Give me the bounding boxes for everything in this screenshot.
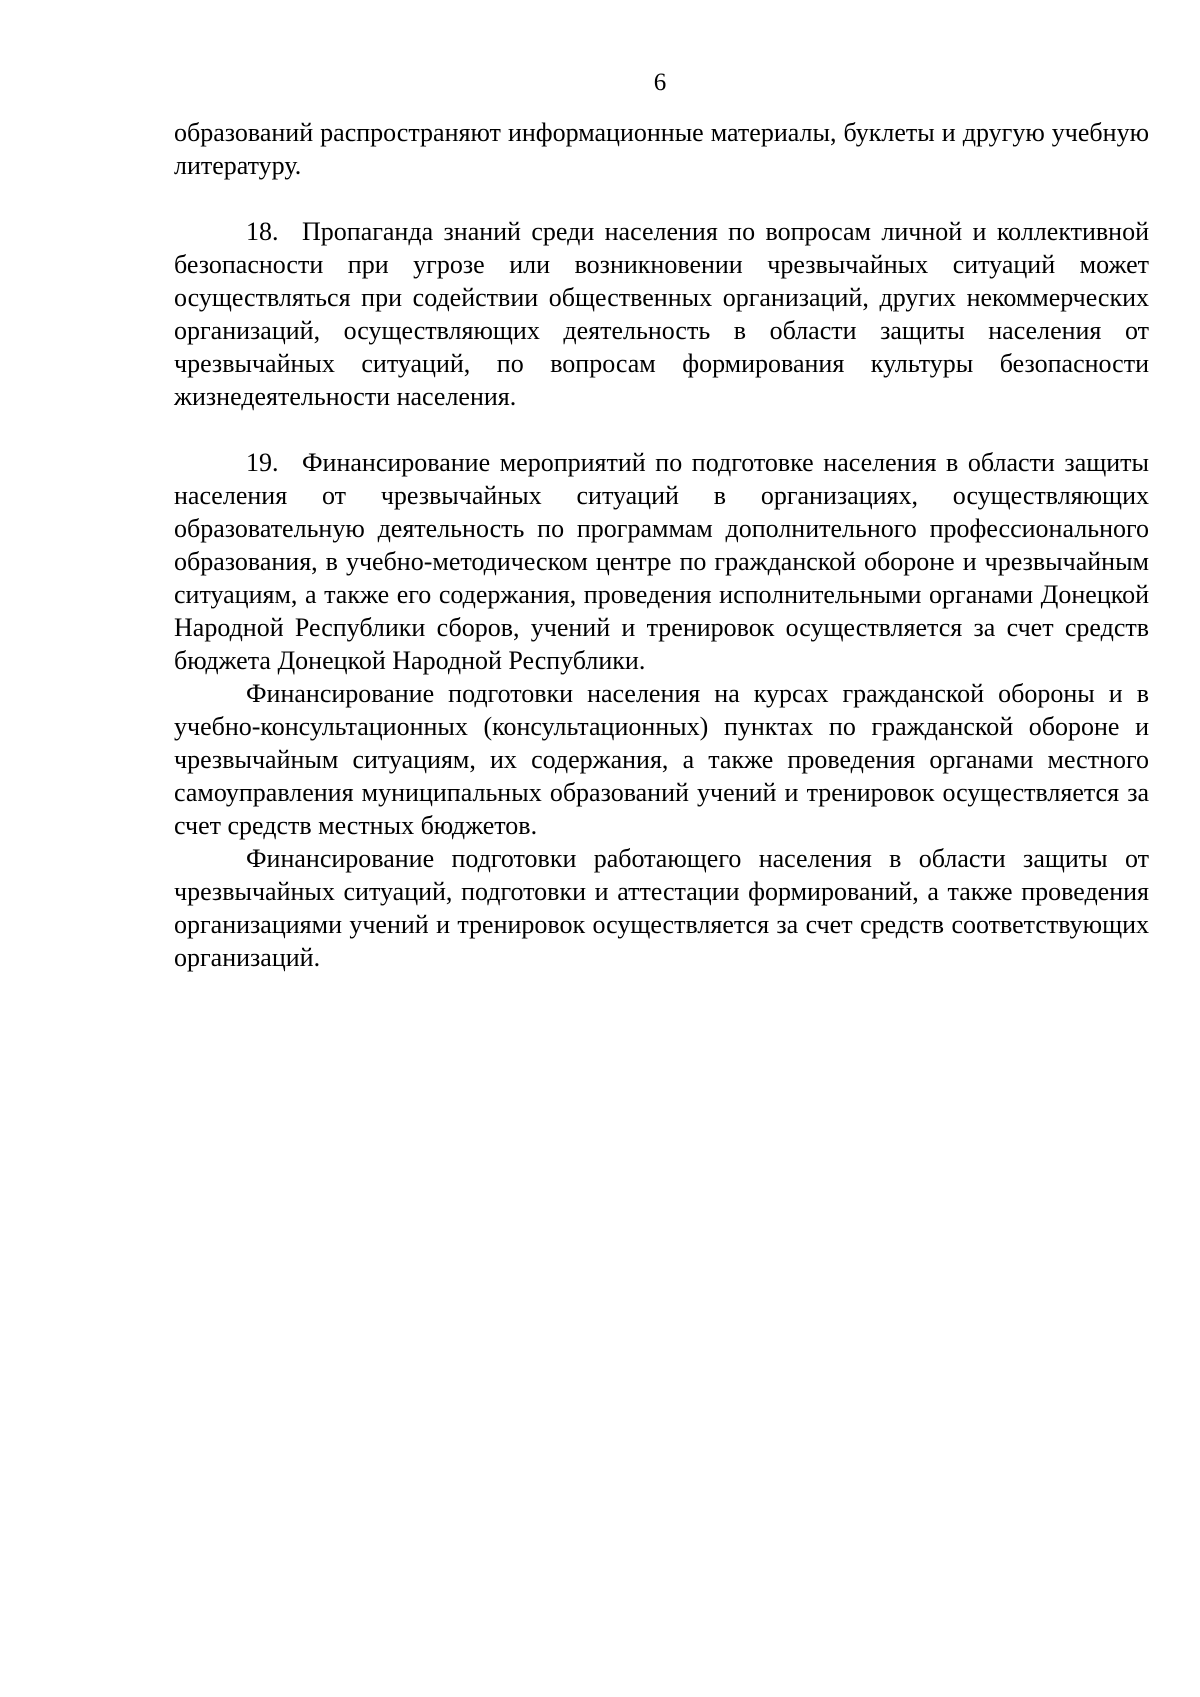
paragraph-text: Финансирование подготовки работающего населения в области защиты от чрезвычайных ситуаций, подготовки и аттестации формирований, а также проведения организациями учений и тренировок осуществляется за счет средств соответствующих организаций. <box>174 844 1149 972</box>
document-body <box>174 116 1149 974</box>
paragraph-text: Финансирование подготовки населения на курсах гражданской обороны и в учебно-консультационных (консультационных) пунктах по гражданской обороне и чрезвычайным ситуациям, их содержания, а также проведения органами местного самоуправления муниципальных образований учений и тренировок осуществляется за счет средств местных бюджетов. <box>174 679 1149 840</box>
paragraph-number: 18. <box>246 217 279 246</box>
paragraph-19-part-3 <box>174 842 1149 974</box>
paragraph-19-part-2 <box>174 677 1149 842</box>
paragraph-text: Финансирование мероприятий по подготовке населения в области защиты населения от чрезвычайных ситуаций в организациях, осуществляющих образовательную деятельность по программам дополнительного профессионального образования, в учебно-методическом центре по гражданской обороне и чрезвычайным ситуациям, а также его содержания, проведения исполнительными органами Донецкой Народной Республики сборов, учений и тренировок осуществляется за счет средств бюджета Донецкой Народной Республики. <box>174 448 1149 675</box>
page-number: 6 <box>653 69 667 96</box>
paragraph-19 <box>174 446 1149 677</box>
paragraph-number: 19. <box>246 448 279 477</box>
paragraph-continuation <box>174 116 1149 182</box>
paragraph-18 <box>174 215 1149 413</box>
paragraph-text: образований распространяют информационные материалы, буклеты и другую учебную литературу. <box>174 118 1149 180</box>
paragraph-text: Пропаганда знаний среди населения по вопросам личной и коллективной безопасности при угрозе или возникновении чрезвычайных ситуаций может осуществляться при содействии общественных организаций, других некоммерческих организаций, осуществляющих деятельность в области защиты населения от чрезвычайных ситуаций, по вопросам формирования культуры безопасности жизнедеятельности населения. <box>174 217 1149 411</box>
